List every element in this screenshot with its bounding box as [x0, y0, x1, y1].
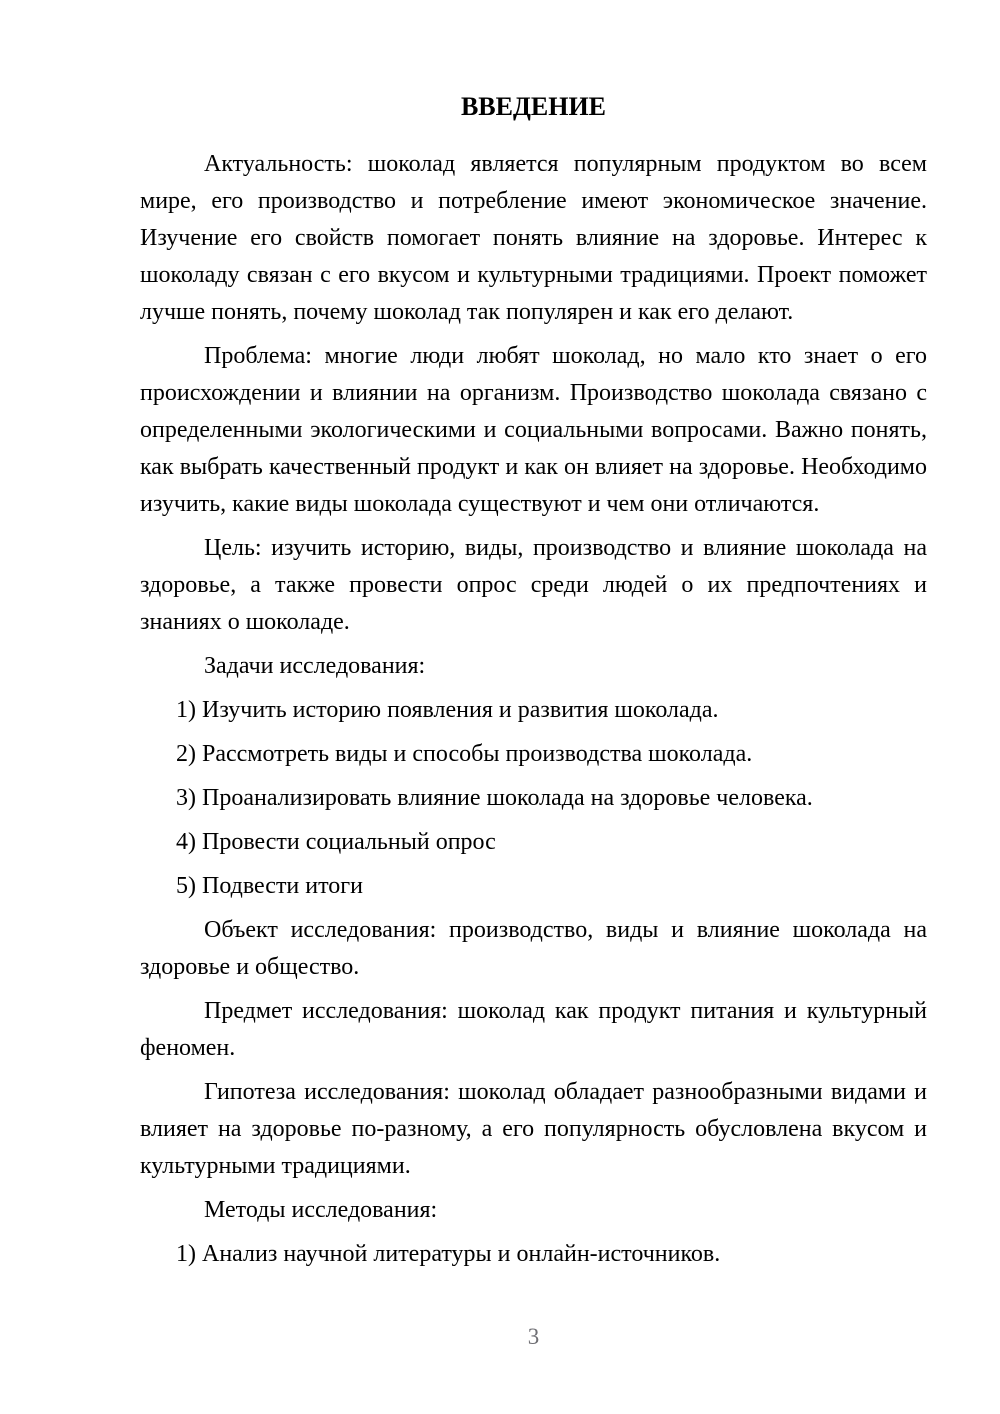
document-content	[140, 88, 927, 1280]
paragraph-relevance: Актуальность: шоколад является популярным продуктом во всем мире, его производство и потребление имеют экономическое значение. Изучение его свойств помогает понять влияние на здоровье. Интерес к шоколаду связан с его вкусом и культурными традициями. Проект поможет лучше понять, почему шоколад так популярен и как его делают.	[140, 151, 927, 325]
paragraph-object: Объект исследования: производство, виды и влияние шоколада на здоровье и общество.	[140, 917, 927, 980]
paragraph-problem: Проблема: многие люди любят шоколад, но мало кто знает о его происхождении и влиянии на организм. Производство шоколада связано с определенными экологическими и социальными вопросами. Важно понять, как выбрать качественный продукт и как он влияет на здоровье. Необходимо изучить, какие виды шоколада существуют и чем они отличаются.	[140, 343, 927, 517]
task-item-3: 3) Проанализировать влияние шоколада на здоровье человека.	[176, 785, 813, 811]
task-item-4: 4) Провести социальный опрос	[176, 829, 496, 855]
heading-tasks: Задачи исследования:	[204, 653, 426, 679]
section-title: ВВЕДЕНИЕ	[460, 92, 607, 121]
method-item-1: 1) Анализ научной литературы и онлайн-источников.	[176, 1241, 721, 1267]
page-number: 3	[527, 1324, 540, 1349]
paragraph-goal: Цель: изучить историю, виды, производство и влияние шоколада на здоровье, а также провести опрос среди людей о их предпочтениях и знаниях о шоколаде.	[140, 535, 927, 635]
task-item-1: 1) Изучить историю появления и развития шоколада.	[176, 697, 719, 723]
paragraph-subject: Предмет исследования: шоколад как продукт питания и культурный феномен.	[140, 998, 927, 1061]
task-item-5: 5) Подвести итоги	[176, 873, 363, 899]
task-item-2: 2) Рассмотреть виды и способы производства шоколада.	[176, 741, 753, 767]
heading-methods: Методы исследования:	[204, 1197, 438, 1223]
paragraph-hypothesis: Гипотеза исследования: шоколад обладает разнообразными видами и влияет на здоровье по-разному, а его популярность обусловлена вкусом и культурными традициями.	[140, 1079, 927, 1179]
